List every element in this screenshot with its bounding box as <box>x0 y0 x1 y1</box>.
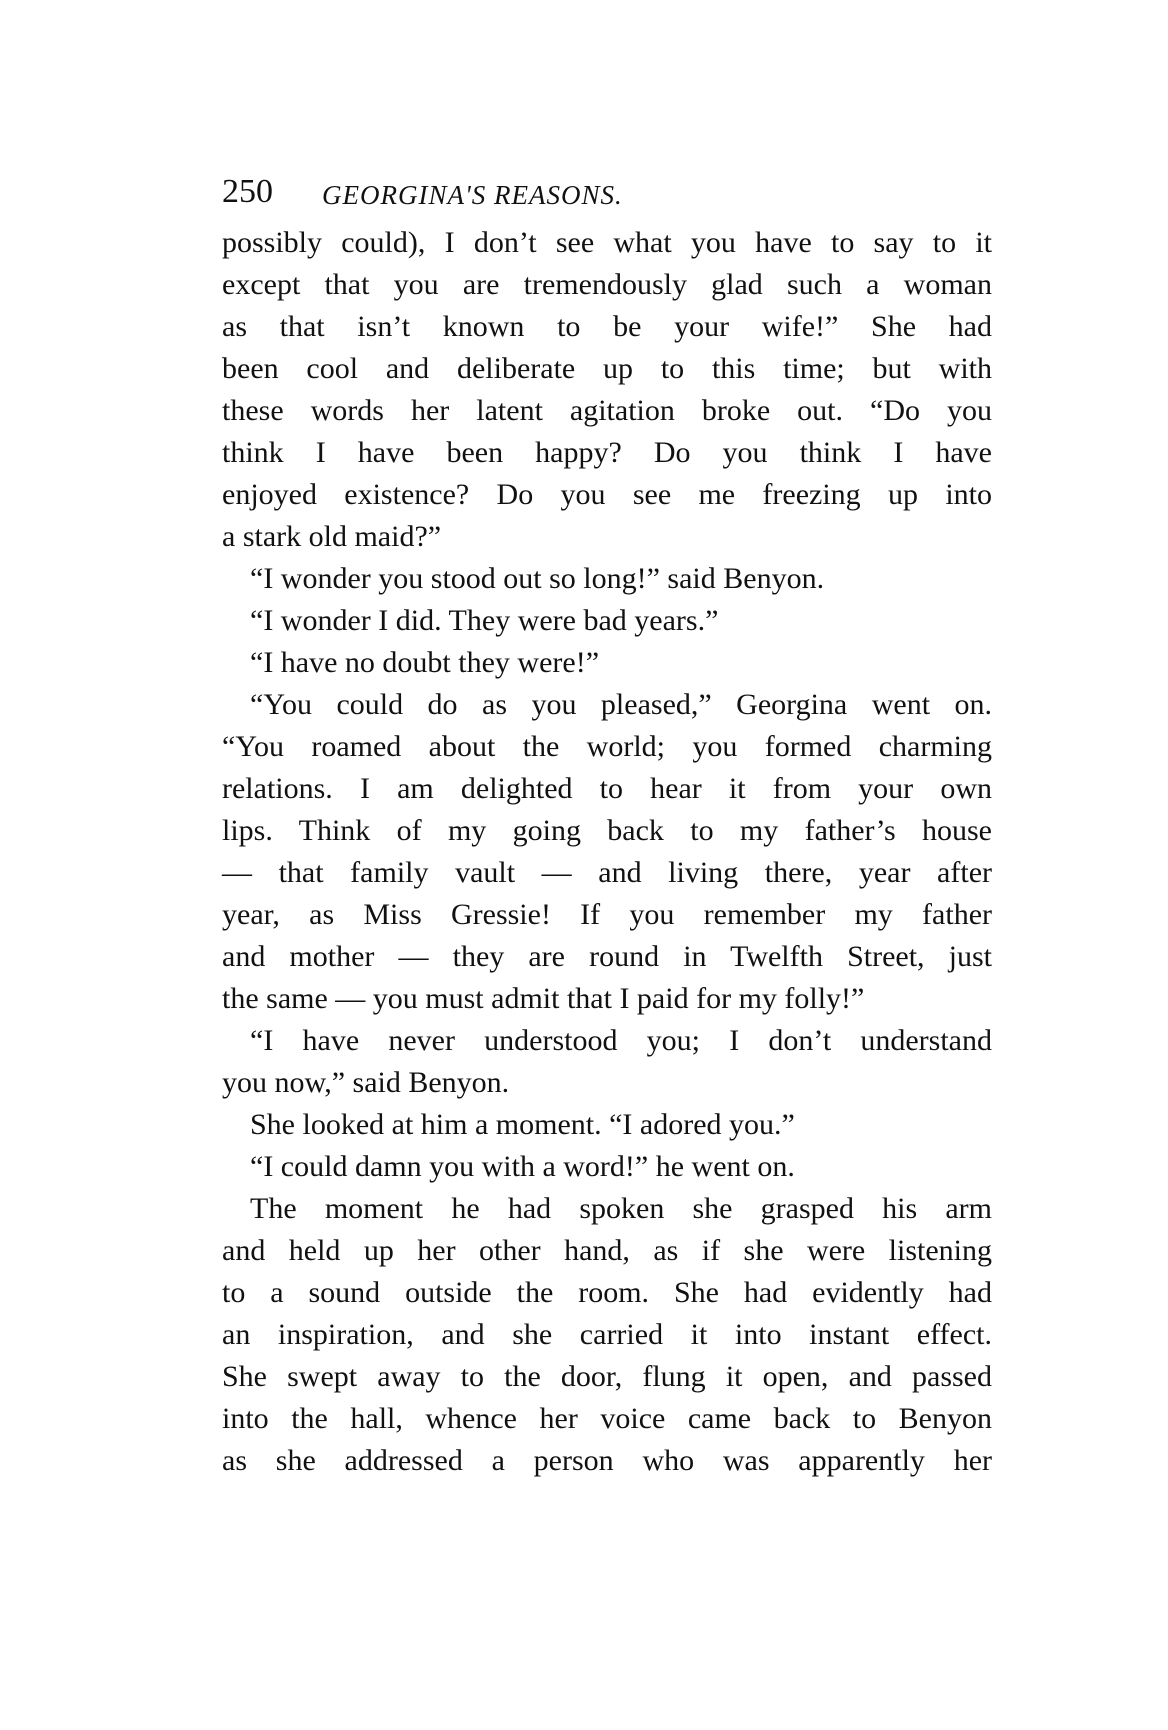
text-line: relations. I am delighted to hear it from your own <box>222 772 992 805</box>
text-line: as that isn’t known to be your wife!” She had <box>222 310 992 343</box>
text-line: lips. Think of my going back to my father’s house <box>222 814 992 847</box>
text-line: these words her latent agitation broke out. “Do you <box>222 394 992 427</box>
text-line: been cool and deliberate up to this time; but with <box>222 352 992 385</box>
text-line: as she addressed a person who was apparently her <box>222 1444 992 1477</box>
text-line: an inspiration, and she carried it into instant effect. <box>222 1318 992 1351</box>
text-line: a stark old maid?” <box>222 520 442 553</box>
text-line: — that family vault — and living there, year after <box>222 856 992 889</box>
running-title: GEORGINA'S REASONS. <box>322 180 623 210</box>
page-number: 250 <box>222 173 273 210</box>
text-line: “I could damn you with a word!” he went on. <box>250 1150 795 1183</box>
text-line: year, as Miss Gressie! If you remember my father <box>222 898 992 931</box>
text-line: enjoyed existence? Do you see me freezing up into <box>222 478 992 511</box>
text-line: into the hall, whence her voice came back to Benyon <box>222 1402 992 1435</box>
text-line: “I wonder you stood out so long!” said Benyon. <box>250 562 825 595</box>
text-line: except that you are tremendously glad such a woman <box>222 268 992 301</box>
text-line: The moment he had spoken she grasped his arm <box>250 1192 992 1225</box>
text-line: “I have no doubt they were!” <box>250 646 600 679</box>
text-line: and held up her other hand, as if she were listening <box>222 1234 992 1267</box>
text-line: “You roamed about the world; you formed charming <box>222 730 992 763</box>
text-line: and mother — they are round in Twelfth Street, just <box>222 940 992 973</box>
body-text <box>222 222 992 1482</box>
text-line: the same — you must admit that I paid for my folly!” <box>222 982 865 1015</box>
text-line: to a sound outside the room. She had evidently had <box>222 1276 992 1309</box>
text-line: think I have been happy? Do you think I have <box>222 436 992 469</box>
text-line: possibly could), I don’t see what you have to say to it <box>222 226 992 259</box>
text-line: She swept away to the door, flung it open, and passed <box>222 1360 992 1393</box>
text-line: you now,” said Benyon. <box>222 1066 510 1099</box>
page-header <box>222 172 992 218</box>
text-line: “I wonder I did. They were bad years.” <box>250 604 719 637</box>
text-line: “I have never understood you; I don’t understand <box>250 1024 992 1057</box>
text-line: “You could do as you pleased,” Georgina went on. <box>250 688 992 721</box>
text-line: She looked at him a moment. “I adored you.” <box>250 1108 795 1141</box>
